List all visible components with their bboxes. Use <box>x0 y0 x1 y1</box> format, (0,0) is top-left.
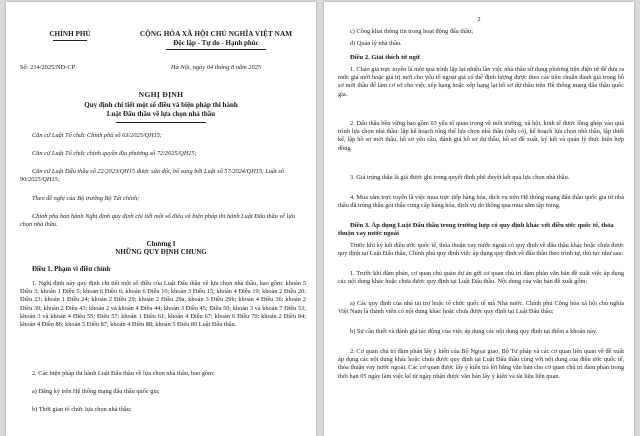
article-1-para-1: 1. Nghị định này quy định chi tiết một số điều của Luật Đấu thầu về lựa chọn nhà thầu, bao gồm: khoản 5 Điều 3; khoản 1 Điều 5; khoản 6 Điều 6; khoản 6 Điều 10; khoản 3 Điều 15; khoản 4 Điều 19; khoản 2 Điều 20; Điều 23; khoản 1 Điều 24; khoản 2 Điều 29; khoản 2 Điều 29a; khoản 3 Điều 29b; khoản 4 Điều 36; khoản 2 Điều 39; khoản 2 Điều 43; khoản 2 và khoản 4 Điều 44; khoản 3 Điều 45; Điều 50; khoản 3 và khoản 7 Điều 53; khoản 3 và khoản 4 Điều 55; Điều 57; khoản 1 Điều 61; khoản 4 Điều 67; khoản 6 Điều 70; khoản 2 Điều 84; khoản 4 Điều 86; khoản 5 Điều 87; khoản 4 Điều 88; khoản 5 Điều 89 Luật Đấu thầu. <box>20 280 306 329</box>
motto-underline <box>166 49 266 50</box>
decree-title-line-1: Quy định chi tiết một số điều và biện pháp thi hành <box>84 101 238 109</box>
article-1-para-2: 2. Các biện pháp thi hành Luật Đấu thầu về lựa chọn nhà thầu, bao gồm: <box>32 370 215 377</box>
document-type: NGHỊ ĐỊNH <box>138 90 184 99</box>
chapter-heading <box>26 240 296 256</box>
legal-basis-1: Căn cứ Luật Tổ chức Chính phủ số 63/2025/QH15; <box>32 132 163 139</box>
article-1-para-2b: b) Thời gian tổ chức lựa chọn nhà thầu; <box>32 406 132 413</box>
chapter-number: Chương I <box>146 240 176 248</box>
article-2-para-2: 2. Đấu thầu bền vững bao gồm 03 yếu tố quan trọng về môi trường, xã hội, kinh tế được lồng ghép vào quá trình lựa chọn nhà thầu: lập kế hoạch tổng thể lựa chọn nhà thầu (nếu có), kế hoạch lựa chọn nhà thầu, lập thiết kế, lập hồ sơ mời thầu, hồ sơ yêu cầu, đánh giá hồ sơ dự thầu, hồ sơ đề xuất, ký kết và quản lý thực hiện hợp đồng. <box>338 120 624 152</box>
article-3-heading: Điều 3. Áp dụng Luật Đấu thầu trong trường hợp có quy định khác với điều ước quốc tế, thỏa thuận vay nước ngoài <box>338 222 614 238</box>
decree-title-line-2: Luật Đấu thầu về lựa chọn nhà thầu <box>106 110 216 118</box>
clause-d: d) Quản lý nhà thầu. <box>350 40 402 47</box>
national-title: CỘNG HÒA XÃ HỘI CHỦ NGHĨA VIỆT NAM <box>139 30 293 38</box>
document-page-1 <box>6 2 316 436</box>
decree-title-block <box>36 90 286 123</box>
article-1-para-2a: a) Đăng ký trên Hệ thống mạng đấu thầu quốc gia; <box>32 388 160 395</box>
document-number: Số: 214/2025/NĐ-CP <box>20 64 76 71</box>
document-header <box>20 30 308 80</box>
article-3-para-1b: b) Sự cần thiết và đánh giá tác động của việc áp dụng các nội dung quy định tại điểm a khoản này. <box>350 328 598 335</box>
national-motto: Độc lập - Tự do - Hạnh phúc <box>173 39 259 47</box>
dateline: Hà Nội, ngày 04 tháng 8 năm 2025 <box>170 64 262 71</box>
page-number: 2 <box>477 16 481 23</box>
article-3-para-1: 1. Trước khi đàm phán, cơ quan chủ quản dự án gửi cơ quan chủ trì đàm phán văn bản đề xuất việc áp dụng các nội dung khác hoặc chưa được quy định tại Luật Đấu thầu. Nội dung của văn bản đề xuất gồm: <box>338 270 624 286</box>
article-3-para-1a: a) Các quy định của nhà tài trợ hoặc tổ chức quốc tế mà Nhà nước, Chính phủ Cộng hòa xã hội chủ nghĩa Việt Nam là thành viên có nội dung khác hoặc chưa được quy định tại Luật Đấu thầu; <box>338 300 624 316</box>
issuing-agency: CHÍNH PHỦ <box>49 30 91 38</box>
article-3-intro: Trước khi ký kết điều ước quốc tế, thỏa thuận vay nước ngoài có quy định về đấu thầu khác hoặc chưa được quy định tại Luật Đấu thầu, Chính phủ quy định việc áp dụng quy định về đấu thầu theo trình tự, thủ tục như sau: <box>338 242 624 258</box>
issuer-block <box>20 30 120 71</box>
article-2-heading: Điều 2. Giải thích từ ngữ <box>350 54 420 61</box>
article-2-para-3: 3. Giá trúng thầu là giá được ghi trong quyết định phê duyệt kết quả lựa chọn nhà thầu. <box>350 174 570 181</box>
article-1-heading: Điều 1. Phạm vi điều chỉnh <box>32 266 111 273</box>
document-page-2 <box>324 2 634 436</box>
article-3-para-2: 2. Cơ quan chủ trì đàm phán lấy ý kiến của Bộ Ngoại giao, Bộ Tư pháp và các cơ quan liên quan về đề xuất áp dụng các nội dung khác hoặc chưa được quy định tại Luật Đấu thầu cùng với nội dung của điều ước quốc tế, thỏa thuận vay nước ngoài. Các cơ quan được lấy ý kiến trả lời bằng văn bản cho cơ quan chủ trì đàm phán trong thời hạn 05 ngày làm việc kể từ ngày nhận được văn bản lấy ý kiến và tài liệu liên quan. <box>338 348 624 380</box>
title-underline <box>116 122 206 123</box>
agency-underline <box>53 40 87 41</box>
clause-c: c) Công khai thông tin trong hoạt động đấu thầu; <box>350 28 473 35</box>
article-2-para-4: 4. Mua sắm trực tuyến là việc mua trực tiếp hàng hóa, dịch vụ trên Hệ thống mạng đấu thầu quốc gia từ nhà thầu đã trúng thầu gói thầu cung cấp hàng hóa, dịch vụ do thông qua mua sắm tập trung. <box>338 194 624 210</box>
legal-basis-2: Căn cứ Luật Tổ chức chính quyền địa phương số 72/2025/QH15; <box>32 150 197 157</box>
legal-basis-5: Chính phủ ban hành Nghị định quy định chi tiết một số điều và biện pháp thi hành Luật Đấu thầu về lựa chọn nhà thầu. <box>20 213 295 229</box>
legal-basis-3: Căn cứ Luật Đấu thầu số 22/2023/QH15 được sửa đổi, bổ sung bởi Luật số 57/2024/QH15, Luật số 90/2025/QH15; <box>20 168 284 184</box>
chapter-name: NHỮNG QUY ĐỊNH CHUNG <box>115 248 207 256</box>
legal-basis-4: Theo đề nghị của Bộ trưởng Bộ Tài chính; <box>32 195 140 202</box>
article-2-para-1: 1. Chào giá trực tuyến là một quá trình lặp lại nhiều lần việc nhà thầu sử dụng phương tiện điện tử để đưa ra mức giá mới hoặc giá trị mới cho yếu tố ngoài giá có thể định lượng được theo các tiêu chuẩn đánh giá trong hồ sơ mời thầu để làm cơ sở cho việc xếp hạng hoặc xếp hạng lại hồ sơ dự thầu trên Hệ thống mạng đấu thầu quốc gia. <box>338 66 624 98</box>
national-block <box>124 30 308 71</box>
